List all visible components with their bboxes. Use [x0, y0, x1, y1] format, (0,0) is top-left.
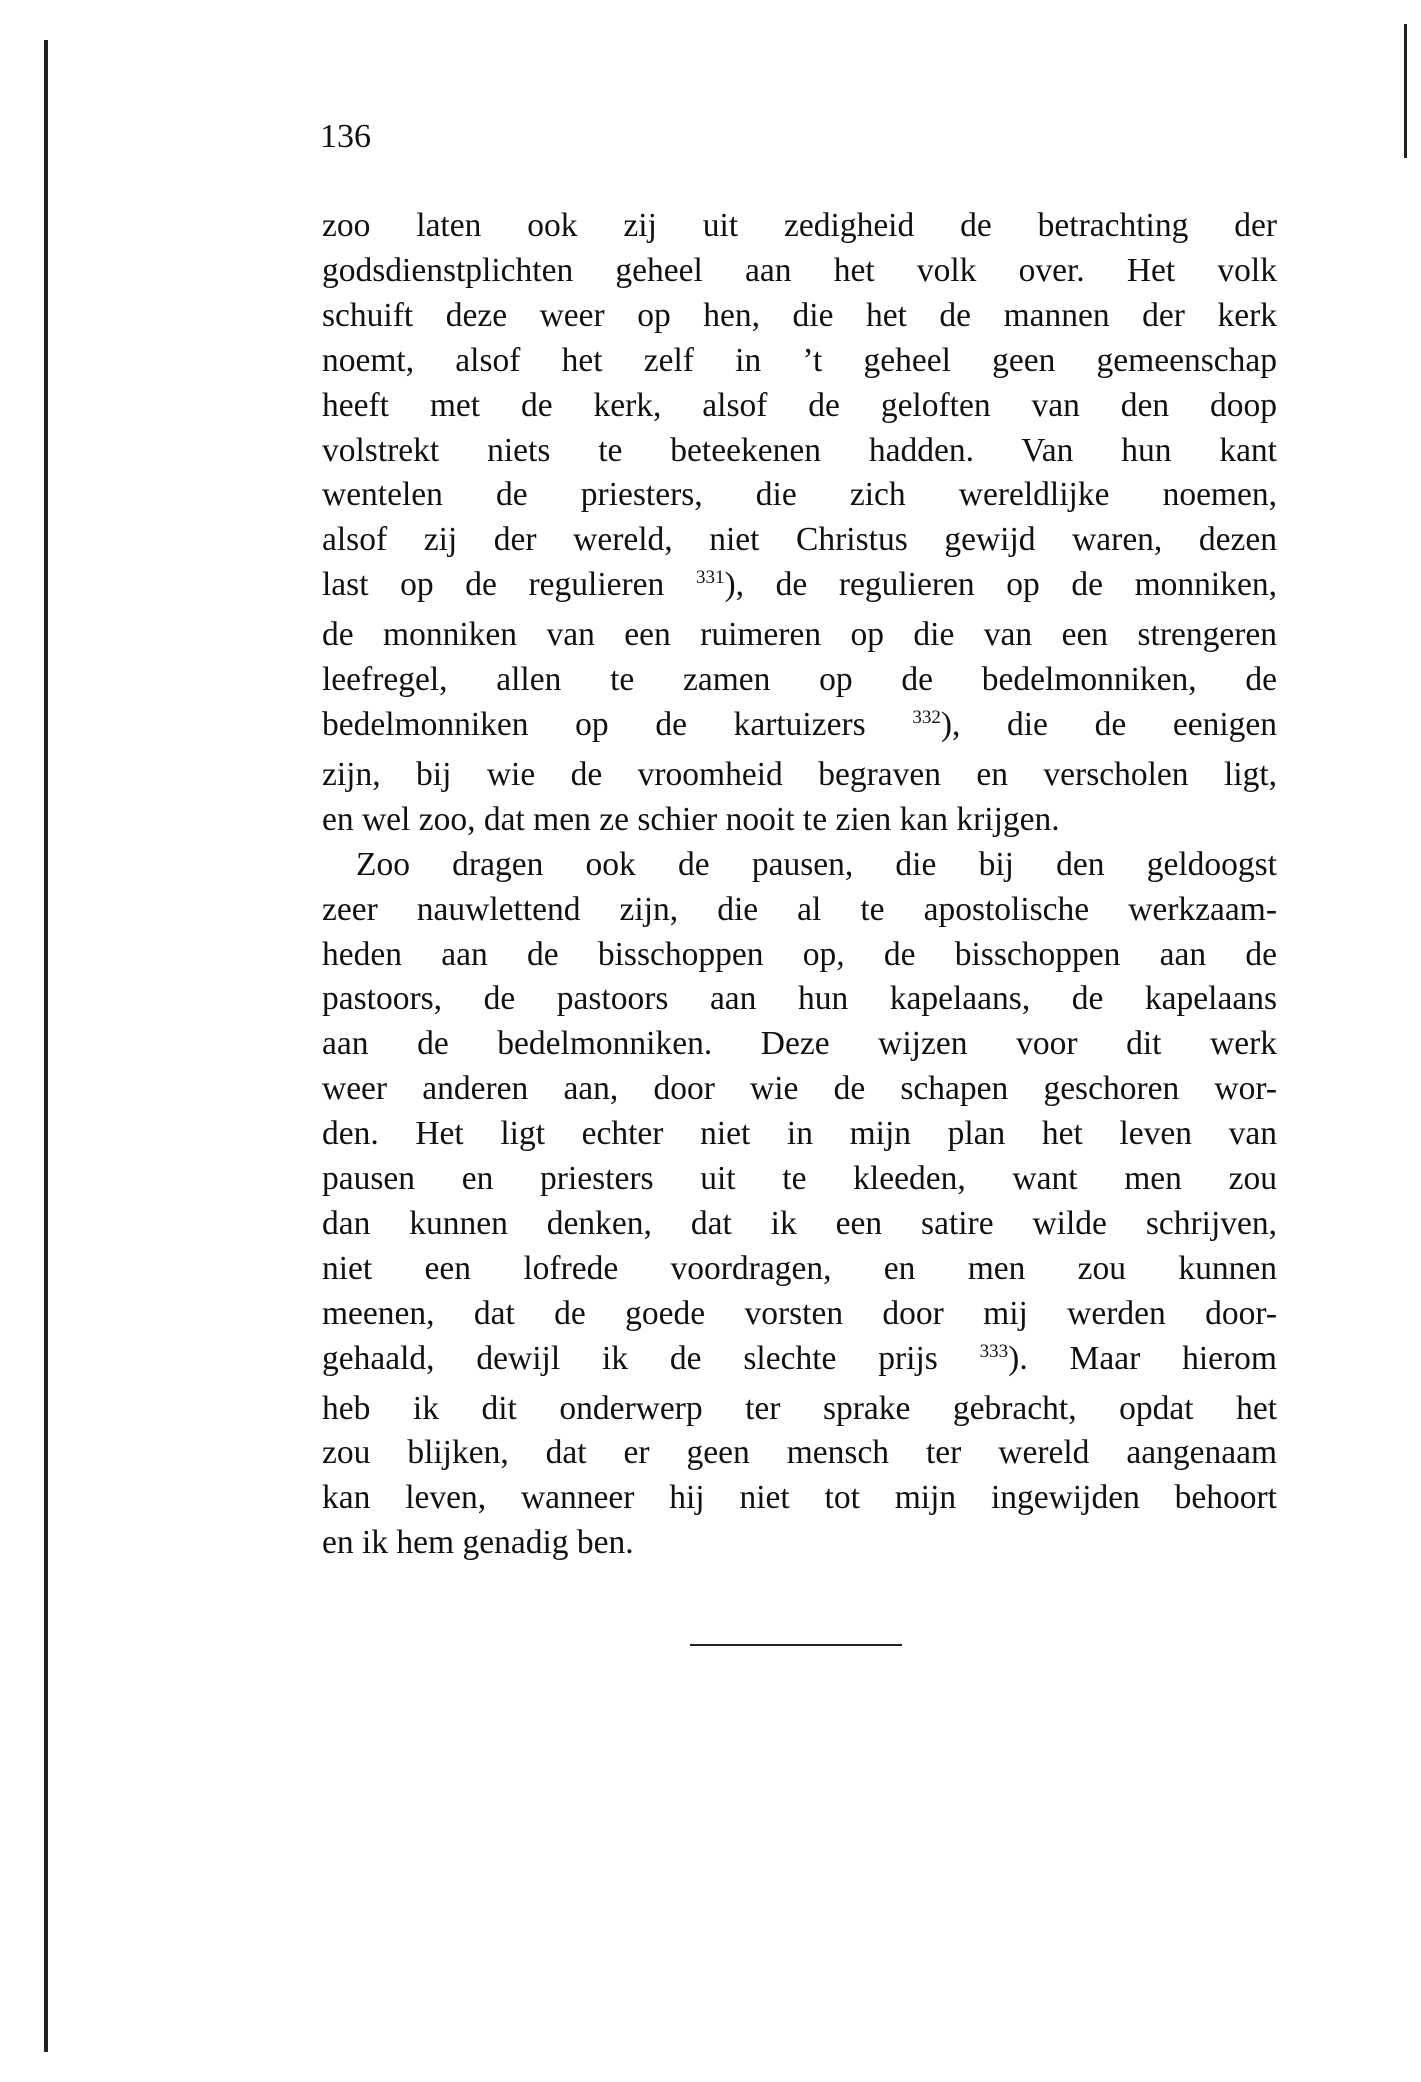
text-line: kan leven, wanneer hij niet tot mijn ingewijden behoort — [322, 1479, 1277, 1517]
page-number: 136 — [320, 118, 371, 155]
text-segment: last op de regulieren — [322, 566, 696, 604]
text-line: noemt, alsof het zelf in ’t geheel geen gemeenschap — [322, 341, 1277, 379]
page-edge-right — [1404, 24, 1407, 158]
text-line: dan kunnen denken, dat ik een satire wilde schrijven, — [322, 1204, 1277, 1242]
body-text — [322, 204, 1277, 1566]
text-line: heb ik dit onderwerp ter sprake gebracht, opdat het — [322, 1389, 1277, 1427]
section-end-rule — [690, 1644, 902, 1646]
text-line — [322, 703, 1277, 753]
text-line: volstrekt niets te beteekenen hadden. Van hun kant — [322, 431, 1277, 469]
text-line: pausen en priesters uit te kleeden, want men zou — [322, 1160, 1277, 1198]
footnote-reference: 333 — [979, 1340, 1009, 1362]
text-line: heden aan de bisschoppen op, de bisschoppen aan de — [322, 935, 1277, 973]
text-line: meenen, dat de goede vorsten door mij werden door- — [322, 1294, 1277, 1332]
text-line: wentelen de priesters, die zich wereldlijke noemen, — [322, 476, 1277, 514]
text-line: zou blijken, dat er geen mensch ter wereld aangenaam — [322, 1434, 1277, 1472]
text-line: zoo laten ook zij uit zedigheid de betrachting der — [322, 207, 1277, 244]
text-line: de monniken van een ruimeren op die van een strengeren — [322, 616, 1277, 654]
page-edge-left — [44, 40, 48, 2052]
text-segment: ), de regulieren op de monniken, — [724, 566, 1277, 604]
text-segment: ), die de eenigen — [940, 705, 1277, 743]
text-line: niet een lofrede voordragen, en men zou kunnen — [322, 1249, 1277, 1287]
footnote-reference: 331 — [695, 567, 725, 589]
text-line: en ik hem genadig ben. — [322, 1524, 634, 1562]
paragraph — [322, 843, 1277, 1567]
text-line: aan de bedelmonniken. Deze wijzen voor dit werk — [322, 1025, 1277, 1063]
text-line: leefregel, allen te zamen op de bedelmonniken, de — [322, 661, 1277, 699]
text-line: en wel zoo, dat men ze schier nooit te zien kan krijgen. — [322, 800, 1060, 838]
text-line — [322, 563, 1277, 613]
text-line — [322, 1337, 1277, 1387]
text-line: godsdienstplichten geheel aan het volk over. Het volk — [322, 251, 1277, 289]
text-line: den. Het ligt echter niet in mijn plan het leven van — [322, 1115, 1277, 1153]
text-segment: bedelmonniken op de kartuizers — [322, 705, 913, 743]
text-segment: ). Maar hierom — [1008, 1339, 1277, 1377]
footnote-reference: 332 — [912, 706, 941, 728]
paragraph — [322, 204, 1277, 843]
text-line: alsof zij der wereld, niet Christus gewijd waren, dezen — [322, 521, 1277, 559]
text-line: Zoo dragen ook de pausen, die bij den geldoogst — [356, 845, 1277, 883]
text-segment: gehaald, dewijl ik de slechte prijs — [322, 1339, 980, 1377]
text-line: pastoors, de pastoors aan hun kapelaans, de kapelaans — [322, 980, 1277, 1018]
text-line: weer anderen aan, door wie de schapen geschoren wor- — [322, 1070, 1277, 1108]
text-line: zeer nauwlettend zijn, die al te apostolische werkzaam- — [322, 890, 1277, 928]
text-line: schuift deze weer op hen, die het de mannen der kerk — [322, 296, 1277, 334]
text-line: zijn, bij wie de vroomheid begraven en verscholen ligt, — [322, 755, 1277, 793]
text-line: heeft met de kerk, alsof de geloften van den doop — [322, 386, 1277, 424]
